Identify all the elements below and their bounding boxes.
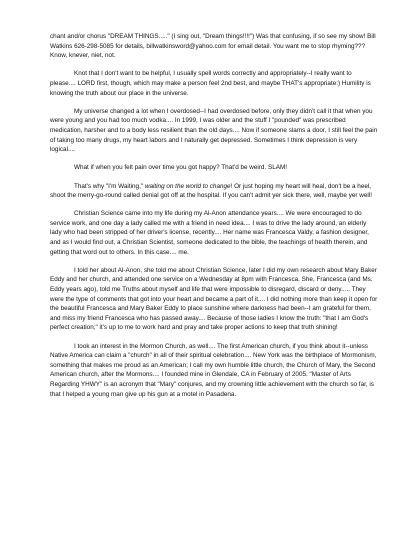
paragraph-5-text-after: ! Or just hoping my heart will heal, don't be a heel, shoot the merry-go-round called denial got off at the hospital. If you can't admit yer sick there, well, maybe yer well! bbox=[50, 182, 372, 200]
document-page bbox=[50, 32, 378, 408]
paragraph-6: Christian Science came into my life during my Al-Anon attendance years.... We were encouraged to do service work, and one day a lady called me with a friend in need idea.... I was to drive the lady around, an elderly lady who had been stripped of her driver's license, recently.... Her name was Francesca Valdy, a fashion designer, and as I would find out, a Christian Scientist, someone dedicated to the bible, the teachings of health therein, and getting that word out to others. In this case.... me. bbox=[50, 210, 369, 256]
paragraph-4: What if when you felt pain over time you got happy? That'd be weird. SLAM! bbox=[74, 164, 288, 172]
paragraph-5 bbox=[50, 182, 378, 201]
paragraph-8: I took an interest in the Mormon Church, as well.... The first American church, if you think about it--unless Native America can claim a "church" in all of their spiritual celebration.... New York was the birthplace of Mormonism, something that makes me proud as an American; I call my own humble little church, the Church of Mary, the Second American church, after the Mormons.... I founded mine in Glendale, CA in February of 2005. "Master of Arts Regarding YHWY" is an acronym that "Mary" conjures, and my crowning little achievement with the church so far, is that I helped a young man give up his gun at a motel in Pasadena. bbox=[50, 342, 377, 398]
paragraph-2: Knot that I don't want to be helpful, I usually spell words correctly and appropriately--I really want to please.... LORD first, though, which may make a person feel 2nd best, and maybe THAT's appropriate:) Humility is knowing the truth about our place in the universe. bbox=[50, 70, 371, 97]
paragraph-3: My universe changed a lot when I overdosed--I had overdosed before, only they didn't call it that when you were young and you had too much vodka.... In 1999, I was older and the stuff I "pounded" was prescribed medication, harsher and to a body less resilient than the old days.... Now if someone slams a door, I still feel the pain of taking too many drugs, my heart labors and I naturally get depressed. Sometimes I think depression is very logical.... bbox=[50, 107, 378, 154]
paragraph-1: chant and/or chorus "DREAM THINGS....." (I sing out, "Dream things!!!!") Was that confusing, if so see my show! Bill Watkins 626-298-5085 for details, billwatkinsword@yahoo.com for email detail. You want me to stop rhyming??? Know, knever, niet, not. bbox=[50, 33, 376, 60]
paragraph-5-text-before: That's why "I'm Waiting," bbox=[74, 182, 145, 190]
paragraph-7: I told her about Al-Anon, she told me about Christian Science, later I did my own research about Mary Baker Eddy and her church, and attended one service on a Wednesday at 8pm with Francesca. She, Francesca (and Ms. Eddy years ago), told me Truths about myself and life that were impossible to disregard, discard or deny..... They were the type of comments that got into your heart and became a part of it.... I did nothing more than keep it open for the beautiful Francesca and Mary Baker Eddy to place sunshine where darkness had been--I am grateful for them, and miss my friend Francesca who has passed away.... Because of those ladies I know the truth: "that I am God's perfect creation;" it's up to me to work hard and pray and take proper actions to keep that truth shining! bbox=[50, 266, 378, 332]
paragraph-5-italic-phrase: waiting on the world to change bbox=[144, 182, 231, 190]
